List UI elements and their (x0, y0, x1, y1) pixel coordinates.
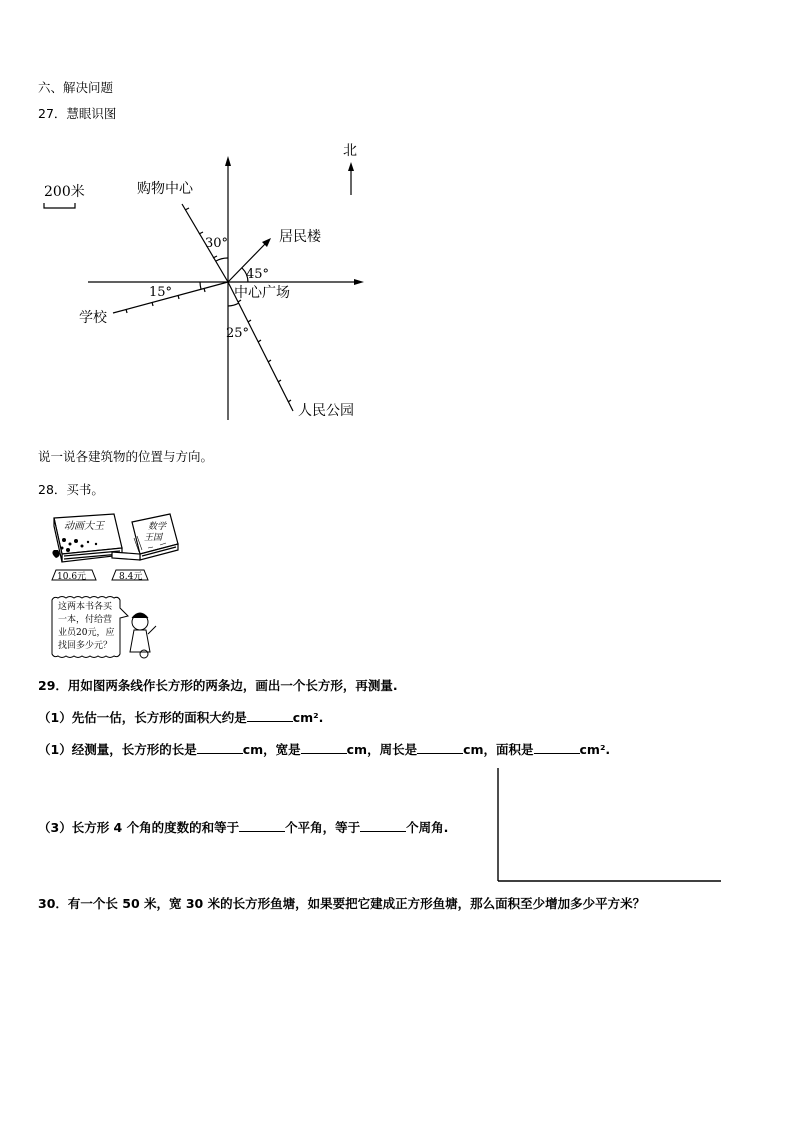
rectangle-sides-figure (490, 764, 730, 886)
scale-label: 200米 (44, 184, 85, 200)
girl-icon (130, 613, 156, 658)
q27-prompt: 说一说各建筑物的位置与方向。 (38, 449, 214, 464)
answer-blank[interactable] (197, 741, 243, 755)
speech-line-1: 这两本书各买 (58, 602, 113, 612)
ray-park (228, 282, 293, 411)
book1-cover: 动画大王 (64, 521, 104, 532)
speech-line-3: 业员20元，应 (58, 628, 115, 638)
school-label: 学校 (79, 310, 107, 326)
scale-bar (44, 203, 75, 208)
book2-price: 8.4元 (119, 572, 143, 582)
angle-45-label: 45° (246, 267, 270, 282)
book2-cover-line1: 数学 (148, 522, 167, 532)
angle-30-label: 30° (205, 236, 229, 251)
q27-title: 27．慧眼识图 (38, 106, 117, 121)
answer-blank[interactable] (247, 709, 293, 723)
q29-part1 (38, 708, 323, 726)
q29-title: 29．用如图两条线作长方形的两条边，画出一个长方形，再测量. (38, 678, 398, 693)
answer-blank[interactable] (360, 819, 406, 833)
answer-blank[interactable] (534, 741, 580, 755)
q29-part1-text: （1）先估一估，长方形的面积大约是 (38, 710, 247, 725)
shopping-center-label: 购物中心 (137, 181, 193, 197)
q29-part2: （1）经测量，长方形的长是 cm，宽是 cm，周长是 cm，面积是 cm². (38, 742, 611, 757)
section-title: 六、解决问题 (38, 80, 114, 95)
books-illustration (40, 508, 190, 588)
q29-part3: （3）长方形 4 个角的度数的和等于 个平角，等于 个周角. (38, 820, 449, 835)
angle-15-label: 15° (149, 285, 173, 300)
book2-cover-line2: 王国 (144, 533, 163, 543)
answer-blank[interactable] (301, 741, 347, 755)
center-square-label: 中心广场 (234, 285, 290, 301)
book1-price: 10.6元 (57, 572, 87, 582)
speech-line-2: 一本，付给营 (58, 615, 113, 625)
q28-title: 28．买书。 (38, 482, 104, 497)
angle-25-label: 25° (226, 326, 250, 341)
q29-part1-unit: cm². (292, 710, 324, 725)
park-label: 人民公园 (298, 403, 354, 419)
speech-line-4: 找回多少元？ (58, 641, 113, 651)
q30-question: 30．有一个长 50 米，宽 30 米的长方形鱼塘，如果要把它建成正方形鱼塘，那么面积至少增加多少平方米？ (38, 896, 646, 911)
answer-blank[interactable] (417, 741, 463, 755)
residential-label: 居民楼 (279, 229, 321, 245)
answer-blank[interactable] (239, 819, 285, 833)
north-label: 北 (343, 143, 357, 159)
direction-map (0, 0, 794, 440)
